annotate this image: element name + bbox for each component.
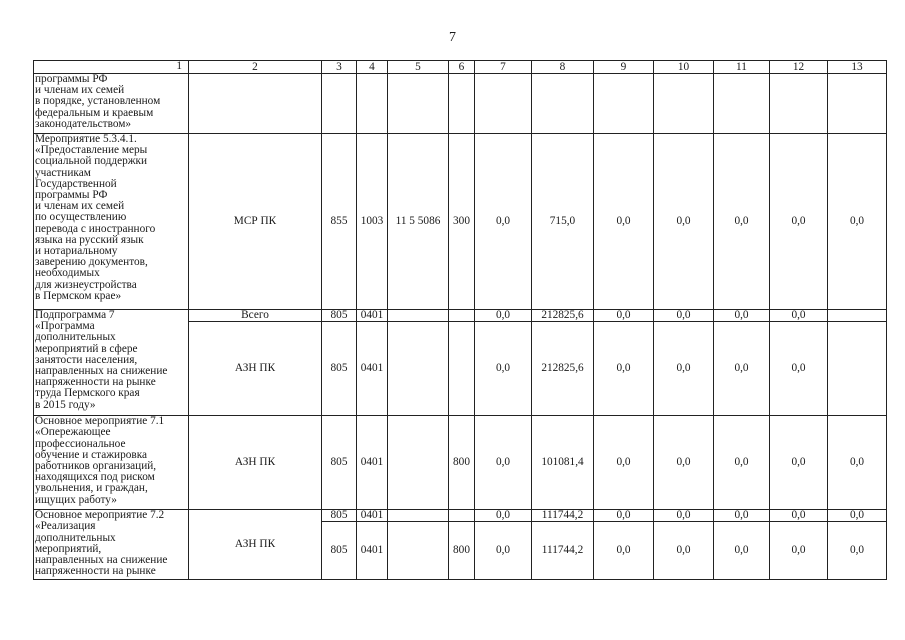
- table-cell: 0,0: [828, 510, 887, 522]
- table-cell: 300: [449, 134, 475, 310]
- header-cell: 10: [654, 61, 714, 74]
- header-row: [34, 61, 887, 74]
- table-cell: 0,0: [770, 522, 828, 580]
- table-cell: 800: [449, 522, 475, 580]
- table-cell: 0,0: [475, 134, 532, 310]
- header-cell: 6: [449, 61, 475, 74]
- table-cell: 111744,2: [532, 522, 594, 580]
- header-cell: 12: [770, 61, 828, 74]
- header-cell: 1: [34, 61, 189, 74]
- table-cell: 805: [322, 510, 357, 522]
- header-cell: 3: [322, 61, 357, 74]
- table-cell: 0,0: [654, 416, 714, 510]
- header-cell: 4: [357, 61, 388, 74]
- table-cell: 0,0: [654, 310, 714, 322]
- page-number: 7: [449, 30, 456, 45]
- table-cell: 0,0: [714, 522, 770, 580]
- table-cell: 0,0: [828, 134, 887, 310]
- table-cell: 0,0: [594, 510, 654, 522]
- header-cell: 13: [828, 61, 887, 74]
- table-cell: 0401: [357, 310, 388, 322]
- table-cell: 0,0: [475, 416, 532, 510]
- table-cell: 0,0: [475, 510, 532, 522]
- table-cell: 0,0: [654, 322, 714, 416]
- row-description: Основное мероприятие 7.1 «Опережающее профессиональное обучение и стажировка работников организаций, находящихся под риском увольнения, и граждан, ищущих работу»: [34, 416, 189, 510]
- executor-cell: АЗН ПК: [189, 322, 322, 416]
- table-cell: 0,0: [770, 310, 828, 322]
- table-cell: 0,0: [714, 322, 770, 416]
- executor-cell: АЗН ПК: [189, 416, 322, 510]
- table-cell: 212825,6: [532, 310, 594, 322]
- table-cell: 0,0: [714, 310, 770, 322]
- table-cell: 0,0: [770, 322, 828, 416]
- header-cell: 2: [189, 61, 322, 74]
- table-cell: 0,0: [594, 310, 654, 322]
- row-description: Мероприятие 5.3.4.1. «Предоставление меры социальной поддержки участникам Государственной программы РФ и членам их семей по осуществлению перевода с иностранного языка на русский язык и нотариальному заверению документов, необходимых для жизнеустройства в Пермском крае»: [34, 134, 189, 310]
- table-cell: 855: [322, 134, 357, 310]
- header-cell: 8: [532, 61, 594, 74]
- table-row: [34, 74, 887, 134]
- table-cell: 805: [322, 522, 357, 580]
- budget-table: [33, 60, 887, 580]
- table-cell: 0,0: [828, 416, 887, 510]
- table-row: [34, 310, 887, 322]
- table-cell: 805: [322, 416, 357, 510]
- table-cell: 0401: [357, 416, 388, 510]
- table-cell: 0,0: [594, 416, 654, 510]
- table-cell: 0,0: [654, 522, 714, 580]
- table-cell: 0,0: [714, 134, 770, 310]
- table-cell: 11 5 5086: [388, 134, 449, 310]
- table-cell: 0,0: [770, 510, 828, 522]
- table-cell: 1003: [357, 134, 388, 310]
- table-cell: 0,0: [475, 310, 532, 322]
- table-cell: 800: [449, 416, 475, 510]
- table-cell: 212825,6: [532, 322, 594, 416]
- table-cell: 0,0: [475, 322, 532, 416]
- row-description: Основное мероприятие 7.2 «Реализация дополнительных мероприятий, направленных на снижение напряженности на рынке: [34, 510, 189, 580]
- executor-cell: АЗН ПК: [189, 510, 322, 580]
- row-description: программы РФ и членам их семей в порядке, установленном федеральным и краевым законодательством»: [34, 74, 189, 134]
- table-cell: 0,0: [654, 134, 714, 310]
- table-cell: 0,0: [770, 134, 828, 310]
- table-cell: 111744,2: [532, 510, 594, 522]
- table-cell: 0401: [357, 510, 388, 522]
- table-cell: 0401: [357, 522, 388, 580]
- table-cell: 0,0: [770, 416, 828, 510]
- table-row: [34, 510, 887, 522]
- table-cell: 0,0: [654, 510, 714, 522]
- table-row: [34, 134, 887, 310]
- table-cell: 0,0: [594, 522, 654, 580]
- table-cell: 0,0: [475, 522, 532, 580]
- header-cell: 9: [594, 61, 654, 74]
- row-description: Подпрограмма 7 «Программа дополнительных мероприятий в сфере занятости населения, направленных на снижение напряженности на рынке труда Пермского края в 2015 году»: [34, 310, 189, 416]
- table-cell: 0,0: [714, 510, 770, 522]
- header-cell: 11: [714, 61, 770, 74]
- executor-cell: Всего: [189, 310, 322, 322]
- table-cell: 0,0: [594, 134, 654, 310]
- header-cell: 5: [388, 61, 449, 74]
- table-cell: 0,0: [714, 416, 770, 510]
- executor-cell: МСР ПК: [189, 134, 322, 310]
- table-cell: 805: [322, 322, 357, 416]
- table-cell: 0401: [357, 322, 388, 416]
- table-row: [34, 416, 887, 510]
- header-cell: 7: [475, 61, 532, 74]
- table-cell: 0,0: [594, 322, 654, 416]
- table-cell: 715,0: [532, 134, 594, 310]
- table-cell: 101081,4: [532, 416, 594, 510]
- table-cell: 0,0: [828, 522, 887, 580]
- table-cell: 805: [322, 310, 357, 322]
